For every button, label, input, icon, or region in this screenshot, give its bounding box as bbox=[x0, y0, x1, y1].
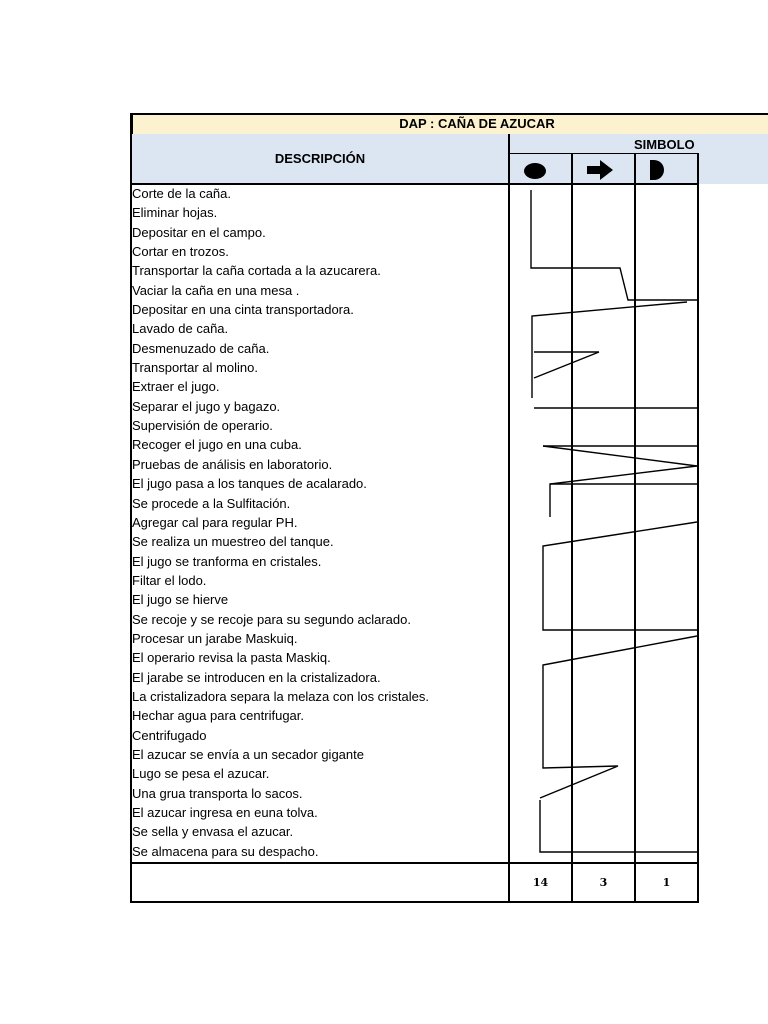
description-list bbox=[132, 184, 508, 861]
list-item: El azucar ingresa en euna tolva. bbox=[132, 805, 318, 820]
header-descripcion: DESCRIPCIÓN bbox=[274, 151, 366, 166]
total-operations: 14 bbox=[532, 876, 549, 889]
document-title: DAP : CAÑA DE AZUCAR bbox=[399, 116, 555, 131]
list-item: Eliminar hojas. bbox=[132, 205, 218, 221]
list-item: Centrifugado bbox=[132, 727, 207, 743]
list-item: Procesar un jarabe Maskuiq. bbox=[132, 630, 298, 646]
list-item: El operario revisa la pasta Maskiq. bbox=[132, 650, 331, 666]
list-item: Corte de la caña. bbox=[132, 186, 232, 201]
list-item: Se recoje y se recoje para su segundo aclarado. bbox=[132, 611, 411, 627]
header-simbolo: SIMBOLO bbox=[634, 137, 695, 152]
list-item: Una grua transporta lo sacos. bbox=[132, 785, 303, 801]
list-item: Se realiza un muestreo del tanque. bbox=[132, 534, 334, 550]
list-item: Cortar en trozos. bbox=[132, 244, 229, 260]
column-divider-1 bbox=[508, 134, 510, 903]
list-item: Lugo se pesa el azucar. bbox=[132, 766, 270, 782]
list-item: Separar el jugo y bagazo. bbox=[132, 398, 281, 414]
list-item: El azucar se envía a un secador gigante bbox=[132, 746, 364, 762]
flow-line-2 bbox=[532, 302, 687, 398]
list-item: La cristalizadora separa la melaza con los cristales. bbox=[132, 688, 429, 704]
list-item: Agregar cal para regular PH. bbox=[132, 514, 298, 530]
list-item: Desmenuzado de caña. bbox=[132, 340, 270, 356]
list-item: El jugo se tranforma en cristales. bbox=[132, 553, 322, 569]
list-item: Se almacena para su despacho. bbox=[132, 843, 319, 859]
flow-line-12 bbox=[540, 800, 697, 852]
column-divider-3 bbox=[634, 153, 636, 903]
list-item: Vaciar la caña en una mesa . bbox=[132, 282, 300, 298]
list-item: Depositar en el campo. bbox=[132, 224, 266, 240]
list-item: Depositar en una cinta transportadora. bbox=[132, 302, 354, 318]
list-item: Supervisión de operario. bbox=[132, 418, 273, 434]
list-item: El jugo pasa a los tanques de acalarado. bbox=[132, 476, 367, 492]
list-item: Se procede a la Sulfitación. bbox=[132, 495, 291, 511]
list-item: Lavado de caña. bbox=[132, 321, 229, 337]
list-item: El jarabe se introducen en la cristalizadora. bbox=[132, 669, 381, 685]
list-item: El jugo se hierve bbox=[132, 592, 229, 608]
flow-line-4 bbox=[534, 352, 599, 378]
list-item: Recoger el jugo en una cuba. bbox=[132, 437, 302, 453]
total-transports: 3 bbox=[599, 876, 608, 889]
flow-line-7 bbox=[543, 446, 697, 466]
simbolo-underline bbox=[509, 153, 698, 154]
column-divider-4 bbox=[697, 153, 699, 903]
flow-line-11 bbox=[540, 636, 697, 798]
list-item: Filtar el lodo. bbox=[132, 572, 207, 588]
list-item: Transportar al molino. bbox=[132, 360, 258, 376]
list-item: Extraer el jugo. bbox=[132, 379, 220, 395]
column-divider-2 bbox=[571, 153, 573, 903]
flow-line-10 bbox=[543, 522, 697, 630]
list-item: Hechar agua para centrifugar. bbox=[132, 708, 304, 724]
list-item: Se sella y envasa el azucar. bbox=[132, 824, 294, 840]
flow-line-1 bbox=[531, 190, 697, 300]
list-item: Pruebas de análisis en laboratorio. bbox=[132, 456, 333, 472]
list-item: Transportar la caña cortada a la azucarera. bbox=[132, 263, 381, 279]
total-delays: 1 bbox=[662, 876, 671, 889]
